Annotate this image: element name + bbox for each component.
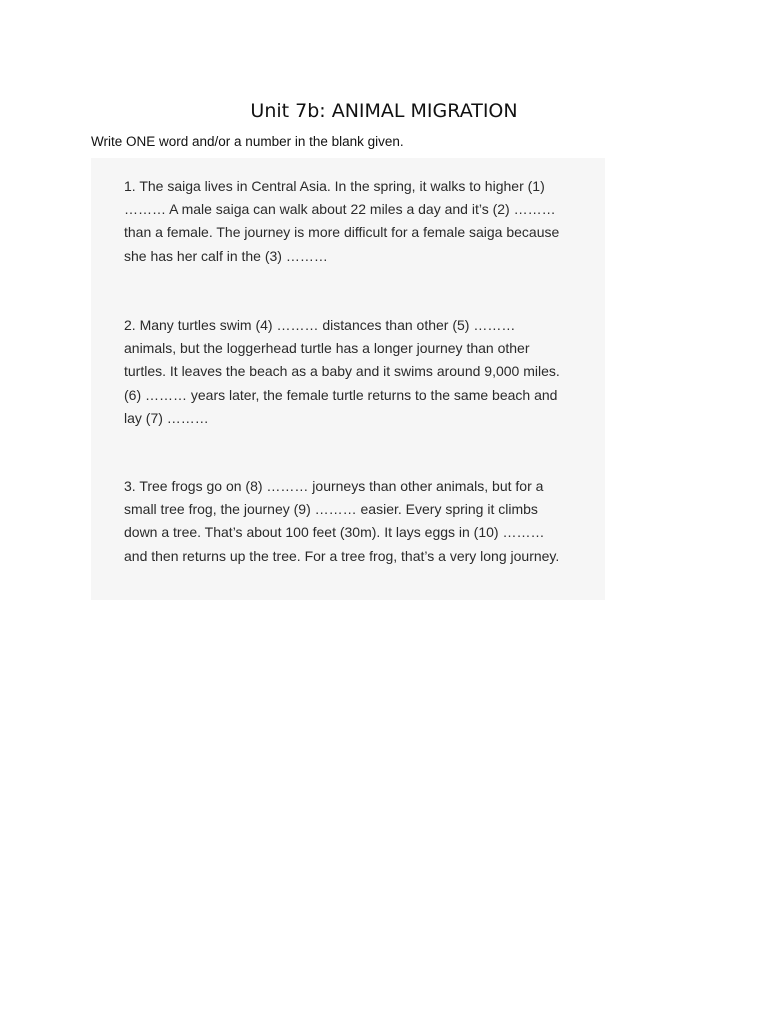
- instruction-text: Write ONE word and/or a number in the blank given.: [91, 134, 404, 149]
- passage-2: 2. Many turtles swim (4) ……… distances than other (5) ……… animals, but the loggerhead turtle has a longer journey than other turtles. It leaves the beach as a baby and it swims around 9,000 miles. (6) ……… years later, the female turtle returns to the same beach and lay (7) ………: [124, 317, 560, 426]
- passage-3: 3. Tree frogs go on (8) ……… journeys than other animals, but for a small tree frog, the journey (9) ……… easier. Every spring it climbs down a tree. That’s about 100 feet (30m). It lays eggs in (10) ……… and then returns up the tree. For a tree frog, that’s a very long journey.: [124, 478, 560, 564]
- passage-1: 1. The saiga lives in Central Asia. In the spring, it walks to higher (1) ……… A male saiga can walk about 22 miles a day and it’s (2) ……… than a female. The journey is more difficult for a female saiga because she has her calf in the (3) ………: [124, 178, 560, 264]
- page-title: Unit 7b: ANIMAL MIGRATION: [250, 100, 518, 122]
- passage-image: [91, 158, 605, 600]
